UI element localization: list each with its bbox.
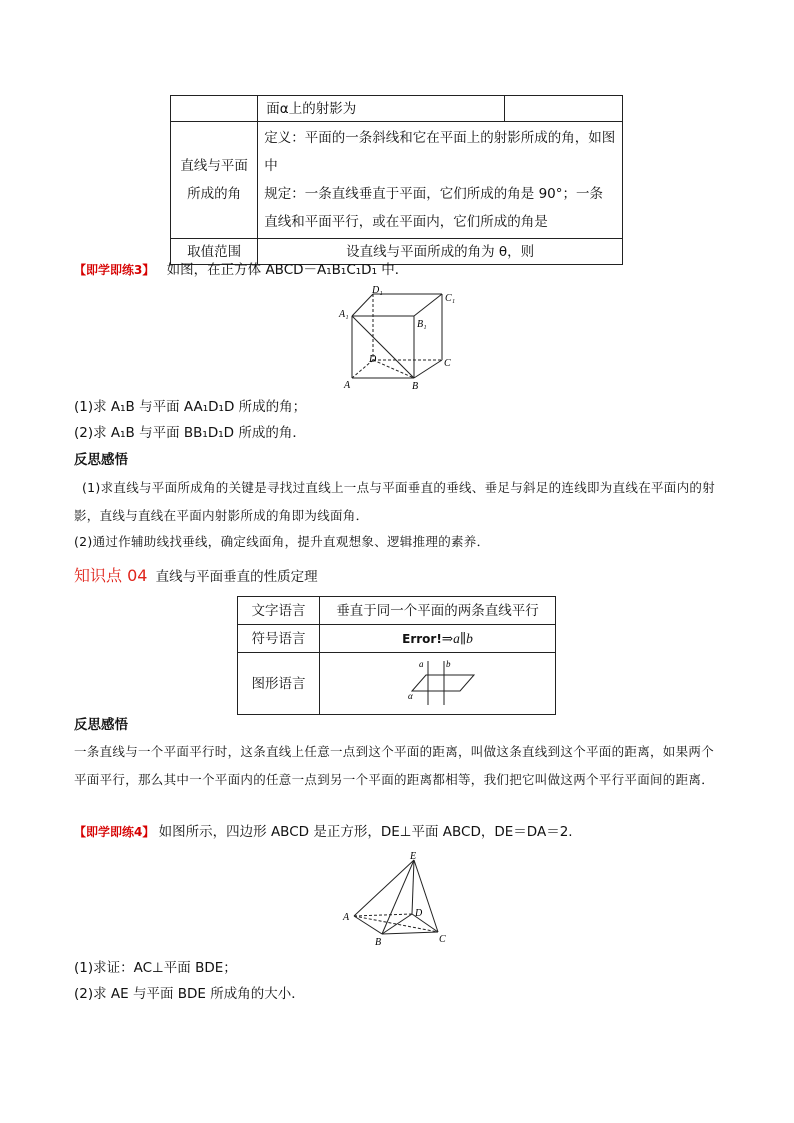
reflection1-heading: 反思感悟: [74, 452, 128, 468]
table1-cell-empty: [171, 96, 258, 122]
table1-angle-definition: [258, 122, 623, 239]
pyramid-label-e: E: [410, 851, 417, 862]
cube-label-c1: C₁: [445, 293, 456, 304]
practice4-intro: [74, 822, 573, 842]
practice3-label: 【即学即练3】: [74, 263, 155, 277]
cube-label-c: C: [444, 358, 451, 369]
table2-error-text: Error!: [402, 631, 442, 646]
table-line-plane-angle: [170, 95, 623, 265]
table1-row-header-angle: 直线与平面 所成的角: [171, 122, 258, 239]
cube-figure: [336, 284, 466, 392]
knowledge-point-04: [74, 563, 318, 586]
knowledge-point-number: 知识点 04: [74, 566, 148, 585]
reflection2-paragraph: 一条直线与一个平面平行时，这条直线上任意一点到这个平面的距离，叫做这条直线到这个平面的距离，如果两个平面平行，那么其中一个平面内的任意一点到另一个平面的距离都相等，我们把它叫做这两个平行平面间的距离．: [74, 744, 715, 787]
table1-range-text: 设直线与平面所成的角为 θ，则: [258, 239, 623, 265]
pyramid-label-a: A: [343, 912, 350, 923]
cube-label-b1: B₁: [417, 319, 427, 330]
table2-symbol-lang-header: 符号语言: [238, 625, 320, 653]
pyramid-label-b: B: [375, 937, 382, 948]
cube-label-d: D: [369, 354, 377, 365]
practice4-text: 如图所示，四边形 ABCD 是正方形，DE⊥平面 ABCD，DE＝DA＝2.: [158, 824, 573, 840]
table2-text-lang-header: 文字语言: [238, 597, 320, 625]
table1-rule-text: 规定：一条直线垂直于平面，它们所成的角是 90°；一条直线和平面平行，或在平面内，它们所成的角是: [264, 186, 604, 230]
practice3-question1: (1)求 A₁B 与平面 AA₁D₁D 所成的角；: [74, 399, 307, 415]
cube-label-d1: D₁: [372, 285, 383, 296]
table2-symbol-lang-value: [320, 625, 556, 653]
figure-label-a: a: [418, 658, 423, 669]
table2-text-lang-value: 垂直于同一个平面的两条直线平行: [320, 597, 556, 625]
table2-symbol-text: ⇒a∥b: [441, 630, 473, 646]
table1-projection-cell: 面α上的射影为: [258, 96, 504, 122]
practice3-text: 如图，在正方体 ABCD－A₁B₁C₁D₁ 中．: [166, 262, 409, 278]
pyramid-figure: [340, 850, 450, 948]
cube-label-b: B: [412, 381, 419, 392]
parallel-lines-figure: [398, 655, 478, 709]
table2-figure-lang-header: 图形语言: [238, 653, 320, 715]
cube-label-a: A: [344, 380, 351, 391]
knowledge-point-title: 直线与平面垂直的性质定理: [155, 569, 318, 585]
pyramid-label-c: C: [439, 934, 446, 945]
practice4-label: 【即学即练4】: [74, 825, 155, 839]
figure-label-alpha: α: [407, 690, 413, 701]
reflection1-paragraph2: (2)通过作辅助线找垂线，确定线面角，提升直观想象、逻辑推理的素养．: [74, 534, 490, 549]
pyramid-label-d: D: [415, 908, 423, 919]
reflection1-paragraph1: (1)求直线与平面所成角的关键是寻找过直线上一点与平面垂直的垂线、垂足与斜足的连线即为直线在平面内的射影，直线与直线在平面内射影所成的角即为线面角．: [74, 480, 716, 523]
practice3-question2: (2)求 A₁B 与平面 BB₁D₁D 所成的角．: [74, 425, 306, 441]
reflection2-heading: 反思感悟: [74, 717, 128, 733]
practice3-intro: [74, 260, 408, 280]
table2-figure-cell: [320, 653, 556, 715]
practice4-question1: (1)求证：AC⊥平面 BDE；: [74, 960, 237, 976]
cube-label-a1: A₁: [339, 309, 349, 320]
table1-range-header: 取值范围: [171, 239, 258, 265]
table1-definition-text: 定义：平面的一条斜线和它在平面上的射影所成的角，如图中: [264, 130, 616, 174]
figure-label-b: b: [445, 658, 450, 669]
table1-cell-empty-2: [504, 96, 623, 122]
table-perpendicular-theorem: [237, 596, 556, 715]
practice4-question2: (2)求 AE 与平面 BDE 所成角的大小．: [74, 986, 305, 1002]
